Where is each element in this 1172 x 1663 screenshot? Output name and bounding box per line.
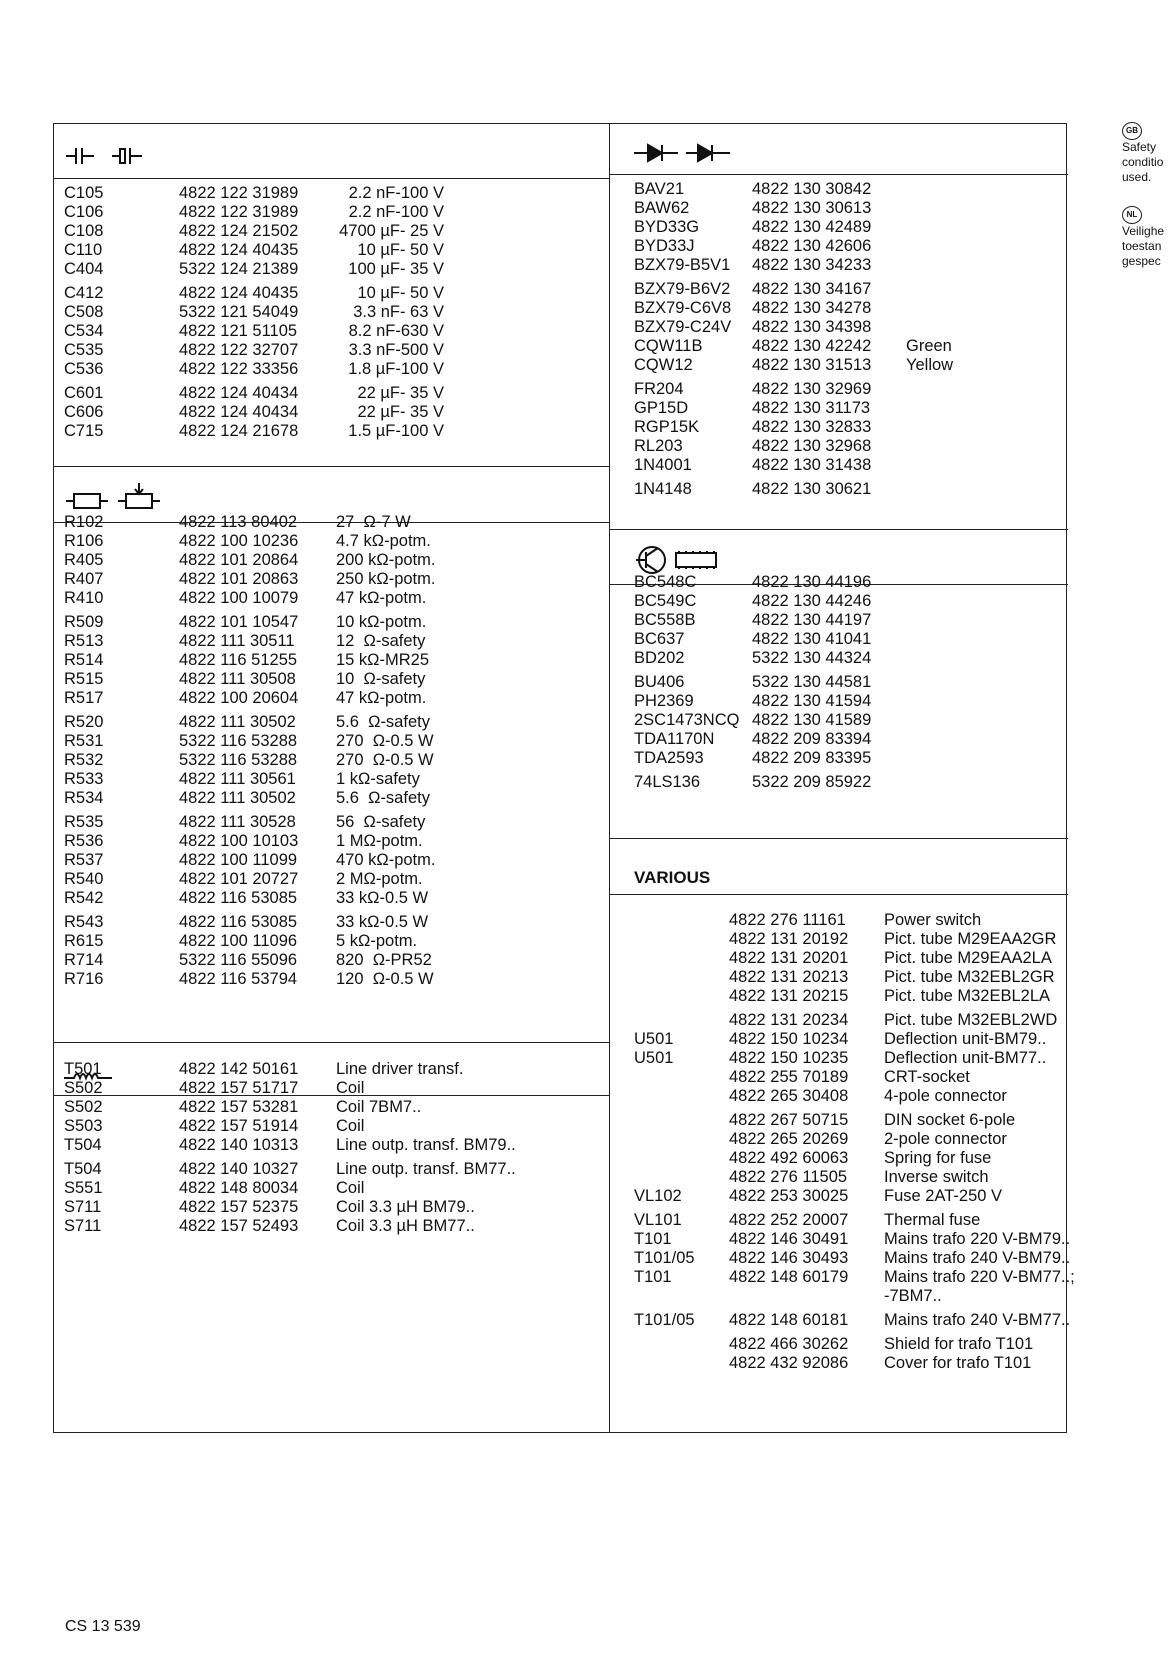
part-ref: C105 [64,184,104,202]
part-code: 4822 113 80402 [179,513,298,531]
part-code: 5322 124 21389 [179,260,299,278]
part-code: 4822 130 44246 [752,592,872,610]
divider [609,894,1068,895]
parts-list-frame [53,123,1075,1433]
divider [54,522,609,523]
part-ref: 2SC1473NCQ [634,711,740,729]
part-value: Thermal fuse [884,1211,981,1229]
part-code: 4822 130 30621 [752,480,872,498]
part-value: Line outp. transf. BM77.. [336,1160,516,1178]
part-value: 12 Ω-safety [336,632,426,650]
part-value: 5 kΩ-potm. [336,932,418,950]
part-code: 4822 492 60063 [729,1149,849,1167]
part-value: 1 kΩ-safety [336,770,420,788]
part-ref: T504 [64,1160,102,1178]
part-ref: C535 [64,341,104,359]
part-value: Coil 3.3 µH BM77.. [336,1217,475,1235]
part-ref: T101/05 [634,1311,695,1329]
document-code: CS 13 539 [65,1618,141,1635]
part-value: Cover for trafo T101 [884,1354,1032,1372]
part-ref: BAW62 [634,199,690,217]
part-code: 5322 130 44581 [752,673,872,691]
divider [54,178,609,179]
part-value: 270 Ω-0.5 W [336,732,434,750]
part-ref: R537 [64,851,104,869]
part-value: Coil 7BM7.. [336,1098,422,1116]
part-value: 2.2 nF-100 V [348,203,444,221]
part-code: 4822 146 30491 [729,1230,849,1248]
part-ref: BC548C [634,573,697,591]
part-ref: U501 [634,1049,674,1067]
part-code: 4822 130 30842 [752,180,872,198]
part-code: 4822 131 20213 [729,968,849,986]
part-code: 4822 157 51717 [179,1079,299,1097]
part-code: 4822 131 20192 [729,930,849,948]
part-value: 22 µF- 35 V [357,403,444,421]
part-ref: VL102 [634,1187,682,1205]
part-code: 4822 130 44196 [752,573,872,591]
part-code: 4822 150 10235 [729,1049,849,1067]
side-note-gb-line: used. [1122,170,1152,184]
part-code: 4822 209 83395 [752,749,872,767]
part-code: 4822 116 51255 [179,651,298,669]
part-code: 4822 148 60179 [729,1268,849,1286]
part-value: Coil [336,1079,365,1097]
part-value: Pict. tube M29EAA2LA [884,949,1052,967]
divider [54,466,609,467]
part-ref: R535 [64,813,104,831]
part-value: Inverse switch [884,1168,989,1186]
side-note-gb-line: conditio [1122,155,1164,169]
part-code: 5322 209 85922 [752,773,872,791]
part-code: 4822 130 41589 [752,711,872,729]
part-ref: C108 [64,222,104,240]
part-value: 4.7 kΩ-potm. [336,532,431,550]
part-value: 10 Ω-safety [336,670,426,688]
part-value: 3.3 nF-500 V [348,341,444,359]
part-value: 820 Ω-PR52 [336,951,432,969]
part-code: 4822 252 20007 [729,1211,849,1229]
part-ref: T101/05 [634,1249,695,1267]
part-code: 4822 267 50715 [729,1111,849,1129]
part-ref: RL203 [634,437,683,455]
part-ref: BZX79-B6V2 [634,280,731,298]
part-code: 4822 131 20215 [729,987,849,1005]
part-value: 270 Ω-0.5 W [336,751,434,769]
part-ref: VL101 [634,1211,682,1229]
part-code: 4822 122 31989 [179,184,299,202]
part-ref: R102 [64,513,104,531]
part-value: Green [906,337,952,355]
part-code: 4822 130 31438 [752,456,872,474]
divider [609,529,1068,530]
part-ref: C508 [64,303,104,321]
part-value: 2-pole connector [884,1130,1007,1148]
part-code: 4822 130 31173 [752,399,871,417]
part-ref: U501 [634,1030,674,1048]
part-code: 4822 130 44197 [752,611,872,629]
part-ref: T101 [634,1230,672,1248]
part-value: Line driver transf. [336,1060,464,1078]
part-code: 4822 131 20201 [729,949,849,967]
part-value: 27 Ω-7 W [336,513,411,531]
part-code: 4822 140 10313 [179,1136,299,1154]
part-code: 5322 116 53288 [179,732,298,750]
part-ref: R536 [64,832,104,850]
part-ref: R533 [64,770,104,788]
side-note-nl-line: Veilighe [1122,224,1165,238]
part-value: Line outp. transf. BM79.. [336,1136,516,1154]
part-value: Power switch [884,911,982,929]
part-ref: BAV21 [634,180,685,198]
part-value: Coil [336,1179,365,1197]
part-ref: BZX79-B5V1 [634,256,731,274]
part-ref: C412 [64,284,104,302]
part-ref: R532 [64,751,104,769]
part-code: 4822 101 20863 [179,570,299,588]
part-ref: BC558B [634,611,696,629]
part-code: 4822 124 21678 [179,422,299,440]
part-code: 4822 130 32833 [752,418,872,436]
part-value: 5.6 Ω-safety [336,713,430,731]
part-ref: BYD33G [634,218,700,236]
part-code: 4822 122 32707 [179,341,299,359]
part-code: 4822 100 10103 [179,832,299,850]
part-value: 1.8 µF-100 V [348,360,444,378]
part-code: 4822 111 30561 [179,770,296,788]
part-ref: R716 [64,970,104,988]
part-code: 4822 100 20604 [179,689,299,707]
part-ref: C404 [64,260,104,278]
part-ref: R405 [64,551,104,569]
part-ref: R520 [64,713,104,731]
part-value: 10 µF- 50 V [357,284,444,302]
part-value: 10 kΩ-potm. [336,613,427,631]
part-code: 4822 124 40435 [179,241,299,259]
part-code: 4822 276 11505 [729,1168,848,1186]
part-ref: R410 [64,589,104,607]
part-ref: T504 [64,1136,102,1154]
part-ref: BD202 [634,649,685,667]
part-value: 15 kΩ-MR25 [336,651,430,669]
part-value: 1.5 µF-100 V [348,422,444,440]
part-code: 4822 116 53085 [179,913,298,931]
gb-logo: GB [1122,122,1142,140]
part-value: Spring for fuse [884,1149,992,1167]
part-code: 4822 122 31989 [179,203,299,221]
part-code: 4822 209 83394 [752,730,872,748]
part-code: 4822 130 32969 [752,380,872,398]
part-value: 250 kΩ-potm. [336,570,436,588]
part-code: 4822 100 10079 [179,589,299,607]
part-value: Deflection unit-BM77.. [884,1049,1047,1067]
part-code: 4822 466 30262 [729,1335,849,1353]
part-code: 5322 121 54049 [179,303,299,321]
part-ref: S711 [64,1198,102,1216]
part-value: 8.2 nF-630 V [348,322,444,340]
part-ref: BC549C [634,592,697,610]
part-value: 2 MΩ-potm. [336,870,423,888]
part-code: 5322 130 44324 [752,649,872,667]
part-ref: T101 [634,1268,672,1286]
part-ref: C110 [64,241,103,259]
part-value: 3.3 nF- 63 V [353,303,444,321]
capacitor-icon [66,146,156,166]
part-ref: GP15D [634,399,689,417]
part-value: 10 µF- 50 V [357,241,444,259]
part-code: 4822 140 10327 [179,1160,299,1178]
part-ref: R509 [64,613,104,631]
part-code: 4822 148 60181 [729,1311,849,1329]
part-ref: R514 [64,651,104,669]
divider [54,1095,609,1096]
part-code: 4822 130 30613 [752,199,872,217]
part-code: 4822 111 30508 [179,670,296,688]
part-value: 5.6 Ω-safety [336,789,430,807]
part-code: 4822 150 10234 [729,1030,849,1048]
part-value: Yellow [906,356,954,374]
part-code: 4822 116 53085 [179,889,298,907]
nl-logo: NL [1122,206,1142,224]
side-note-nl-line: gespec [1122,254,1161,268]
part-ref: PH2369 [634,692,694,710]
part-ref: R542 [64,889,104,907]
part-code: 4822 100 11096 [179,932,298,950]
part-code: 4822 130 34167 [752,280,872,298]
part-code: 4822 432 92086 [729,1354,849,1372]
part-value: 200 kΩ-potm. [336,551,436,569]
part-code: 4822 130 34278 [752,299,872,317]
part-code: 4822 157 52493 [179,1217,299,1235]
part-value: Pict. tube M32EBL2LA [884,987,1051,1005]
part-value: Mains trafo 220 V-BM77..; [884,1268,1075,1286]
part-ref: BU406 [634,673,685,691]
part-code: 4822 101 20727 [179,870,299,888]
part-value: 22 µF- 35 V [357,384,444,402]
part-code: 4822 130 42606 [752,237,872,255]
part-ref: R517 [64,689,104,707]
part-ref: C534 [64,322,104,340]
part-value: Pict. tube M32EBL2WD [884,1011,1058,1029]
part-code: 4822 265 20269 [729,1130,849,1148]
part-value: 33 kΩ-0.5 W [336,913,429,931]
part-code: 4822 130 34398 [752,318,872,336]
part-code: 4822 101 10547 [179,613,299,631]
divider [54,1042,609,1043]
part-ref: S503 [64,1117,103,1135]
part-code: 4822 121 51105 [179,322,298,340]
part-code: 4822 124 40434 [179,403,299,421]
part-value: -7BM7.. [884,1287,942,1305]
part-value: 4-pole connector [884,1087,1007,1105]
part-value: 2.2 nF-100 V [348,184,444,202]
divider [609,174,1068,175]
part-code: 4822 124 40435 [179,284,299,302]
part-code: 4822 100 11099 [179,851,298,869]
part-ref: S711 [64,1217,102,1235]
part-ref: 1N4001 [634,456,692,474]
column-divider [609,124,610,1432]
part-code: 4822 122 33356 [179,360,299,378]
part-value: Deflection unit-BM79.. [884,1030,1047,1048]
part-ref: C601 [64,384,104,402]
side-note-gb [1122,122,1163,185]
part-ref: R513 [64,632,104,650]
part-code: 4822 131 20234 [729,1011,849,1029]
part-code: 4822 130 32968 [752,437,872,455]
part-value: Coil 3.3 µH BM79.. [336,1198,475,1216]
part-ref: TDA2593 [634,749,704,767]
part-value: 56 Ω-safety [336,813,426,831]
part-value: 100 µF- 35 V [348,260,444,278]
part-code: 4822 111 30511 [179,632,295,650]
part-code: 4822 142 50161 [179,1060,299,1078]
part-ref: R515 [64,670,104,688]
part-value: 47 kΩ-potm. [336,689,427,707]
part-code: 4822 148 80034 [179,1179,299,1197]
part-code: 4822 111 30502 [179,713,296,731]
part-value: 4700 µF- 25 V [339,222,444,240]
part-ref: CQW12 [634,356,693,374]
part-value: Coil [336,1117,365,1135]
part-ref: 1N4148 [634,480,692,498]
diode-icon [634,142,744,164]
part-ref: C106 [64,203,104,221]
part-value: 120 Ω-0.5 W [336,970,434,988]
part-ref: C536 [64,360,104,378]
part-code: 4822 111 30528 [179,813,296,831]
part-ref: TDA1170N [634,730,715,748]
part-code: 4822 146 30493 [729,1249,849,1267]
part-ref: R615 [64,932,104,950]
part-value: Pict. tube M32EBL2GR [884,968,1055,986]
side-note-nl [1122,206,1164,269]
part-value: 47 kΩ-potm. [336,589,427,607]
part-value: Fuse 2AT-250 V [884,1187,1003,1205]
part-ref: BZX79-C6V8 [634,299,732,317]
part-value: Pict. tube M29EAA2GR [884,930,1057,948]
part-code: 4822 157 51914 [179,1117,299,1135]
side-note-gb-line: Safety [1122,140,1157,154]
part-value: Mains trafo 240 V-BM79.. [884,1249,1071,1267]
part-ref: R543 [64,913,104,931]
part-ref: CQW11B [634,337,703,355]
part-code: 4822 130 34233 [752,256,872,274]
part-ref: R106 [64,532,104,550]
part-code: 4822 116 53794 [179,970,298,988]
part-code: 4822 124 40434 [179,384,299,402]
part-ref: C606 [64,403,104,421]
part-value: 470 kΩ-potm. [336,851,436,869]
part-value: Mains trafo 220 V-BM79.. [884,1230,1071,1248]
part-code: 4822 276 11161 [729,911,846,929]
part-ref: C715 [64,422,104,440]
part-ref: S502 [64,1079,103,1097]
part-code: 4822 265 30408 [729,1087,849,1105]
part-ref: BZX79-C24V [634,318,732,336]
part-code: 4822 100 10236 [179,532,299,550]
part-code: 4822 130 42242 [752,337,872,355]
part-ref: R714 [64,951,104,969]
part-code: 4822 157 53281 [179,1098,299,1116]
part-ref: R531 [64,732,104,750]
part-value: 33 kΩ-0.5 W [336,889,429,907]
various-heading: VARIOUS [634,868,711,887]
part-code: 4822 130 41594 [752,692,872,710]
part-ref: R407 [64,570,104,588]
part-code: 5322 116 53288 [179,751,298,769]
part-ref: S551 [64,1179,103,1197]
part-ref: BC637 [634,630,685,648]
side-note-nl-line: toestan [1122,239,1162,253]
part-code: 5322 116 55096 [179,951,298,969]
part-ref: BYD33J [634,237,695,255]
divider [609,838,1068,839]
part-code: 4822 157 52375 [179,1198,299,1216]
part-ref: R534 [64,789,104,807]
part-code: 4822 255 70189 [729,1068,849,1086]
part-value: Mains trafo 240 V-BM77.. [884,1311,1071,1329]
resistor-icon [66,481,166,513]
part-code: 4822 101 20864 [179,551,299,569]
part-code: 4822 130 42489 [752,218,872,236]
part-value: 1 MΩ-potm. [336,832,423,850]
part-value: DIN socket 6-pole [884,1111,1016,1129]
part-ref: S502 [64,1098,103,1116]
part-value: Shield for trafo T101 [884,1335,1034,1353]
part-ref: 74LS136 [634,773,701,791]
part-ref: FR204 [634,380,684,398]
part-code: 4822 253 30025 [729,1187,849,1205]
part-code: 4822 124 21502 [179,222,299,240]
part-ref: T501 [64,1060,102,1078]
part-ref: R540 [64,870,104,888]
part-code: 4822 130 31513 [752,356,872,374]
part-code: 4822 111 30502 [179,789,296,807]
part-code: 4822 130 41041 [752,630,872,648]
part-ref: RGP15K [634,418,700,436]
part-value: CRT-socket [884,1068,970,1086]
